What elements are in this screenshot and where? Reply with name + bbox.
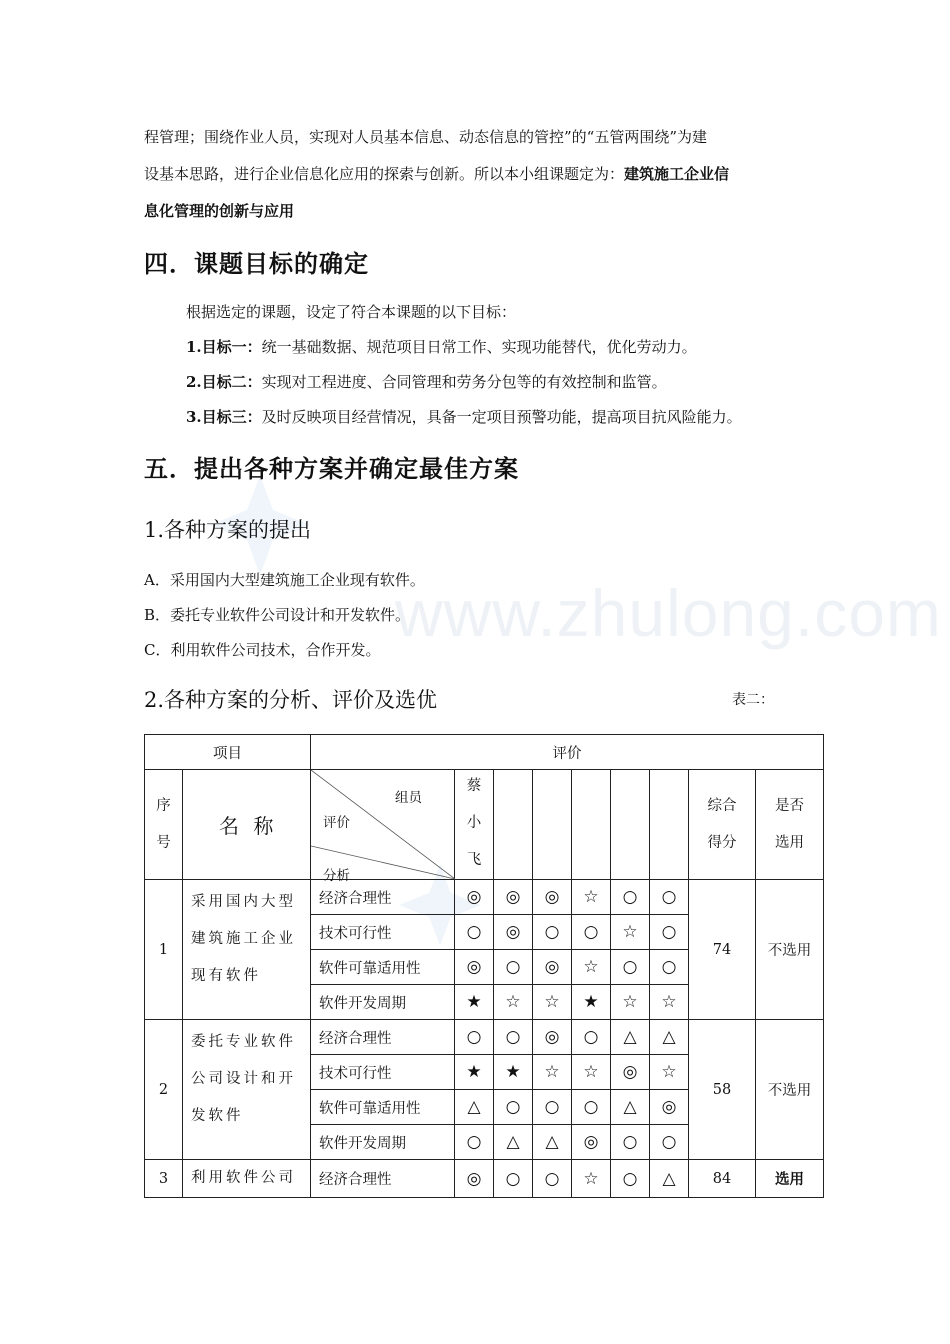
mark-cell: ○ <box>572 1020 611 1055</box>
mark-cell: ○ <box>650 950 689 985</box>
mark-cell: ○ <box>494 1160 533 1198</box>
score-cell: 84 <box>689 1160 756 1198</box>
criterion-cell: 软件开发周期 <box>311 1125 455 1160</box>
mark-cell: △ <box>650 1160 689 1198</box>
intro-topic-bold-cont: 息化管理的创新与应用 <box>144 202 295 220</box>
mark-cell: ★ <box>455 985 494 1020</box>
mark-cell: ◎ <box>455 880 494 915</box>
mark-cell: ☆ <box>611 915 650 950</box>
criterion-cell: 技术可行性 <box>311 1055 455 1090</box>
criterion-cell: 经济合理性 <box>311 1160 455 1198</box>
section4-heading: 四．课题目标的确定 <box>144 249 369 278</box>
mark-cell: ○ <box>533 915 572 950</box>
mark-cell: ◎ <box>455 950 494 985</box>
mark-cell: ◎ <box>494 880 533 915</box>
mark-cell: ★ <box>494 1055 533 1090</box>
mark-cell: ○ <box>494 1090 533 1125</box>
header-evaluation: 评价 <box>311 735 824 770</box>
table-caption: 表二： <box>732 692 774 708</box>
mark-cell: ○ <box>533 1160 572 1198</box>
mark-cell: ○ <box>611 880 650 915</box>
mark-cell: ○ <box>455 1020 494 1055</box>
intro-topic-bold: 建筑施工企业信 <box>624 165 730 183</box>
mark-cell: ○ <box>533 1090 572 1125</box>
mark-cell: △ <box>533 1125 572 1160</box>
member-2 <box>494 770 533 880</box>
member-1: 蔡 小 飞 <box>455 770 494 880</box>
mark-cell: △ <box>455 1090 494 1125</box>
criterion-cell: 技术可行性 <box>311 915 455 950</box>
member-6 <box>650 770 689 880</box>
member-3 <box>533 770 572 880</box>
header-select: 是否 选用 <box>756 770 824 880</box>
option-name-cell: 委托专业软件公司设计和开发软件 <box>183 1020 311 1160</box>
mark-cell: ○ <box>650 915 689 950</box>
intro-line-1: 程管理；围绕作业人员，实现对人员基本信息、动态信息的管控”的“五管两围绕”为建 <box>144 128 708 146</box>
diag-label-analysis: 分析 <box>323 868 350 884</box>
mark-cell: ★ <box>572 985 611 1020</box>
criterion-cell: 软件开发周期 <box>311 985 455 1020</box>
criterion-cell: 经济合理性 <box>311 880 455 915</box>
mark-cell: ○ <box>650 1125 689 1160</box>
select-cell: 不选用 <box>756 1020 824 1160</box>
header-name: 名 称 <box>183 770 311 880</box>
option-name-cell: 利用软件公司 <box>183 1160 311 1198</box>
option-c: C．利用软件公司技术，合作开发。 <box>144 641 381 659</box>
mark-cell: ○ <box>650 880 689 915</box>
mark-cell: ☆ <box>572 950 611 985</box>
subsection-analysis: 2.各种方案的分析、评价及选优 <box>144 688 438 712</box>
mark-cell: ○ <box>572 915 611 950</box>
mark-cell: ☆ <box>533 1055 572 1090</box>
watermark-text: www.zhulong.com <box>395 576 942 650</box>
mark-cell: ☆ <box>533 985 572 1020</box>
mark-cell: ☆ <box>572 880 611 915</box>
mark-cell: ◎ <box>650 1090 689 1125</box>
mark-cell: △ <box>494 1125 533 1160</box>
diag-label-member: 组员 <box>395 790 422 806</box>
mark-cell: ☆ <box>650 1055 689 1090</box>
intro-paragraph <box>144 119 814 230</box>
header-score: 综合 得分 <box>689 770 756 880</box>
mark-cell: ◎ <box>455 1160 494 1198</box>
goal-1: 1.目标一：统一基础数据、规范项目日常工作、实现功能替代，优化劳动力。 <box>186 338 697 356</box>
mark-cell: ◎ <box>611 1055 650 1090</box>
score-cell: 74 <box>689 880 756 1020</box>
evaluation-table <box>144 734 824 1198</box>
mark-cell: ○ <box>611 1125 650 1160</box>
criterion-cell: 经济合理性 <box>311 1020 455 1055</box>
criterion-cell: 软件可靠适用性 <box>311 950 455 985</box>
section5-heading: 五．提出各种方案并确定最佳方案 <box>144 454 519 483</box>
mark-cell: ○ <box>611 1160 650 1198</box>
mark-cell: ○ <box>455 915 494 950</box>
mark-cell: ☆ <box>572 1055 611 1090</box>
seq-cell: 2 <box>145 1020 183 1160</box>
mark-cell: ★ <box>455 1055 494 1090</box>
diagonal-header <box>311 770 455 884</box>
member-4 <box>572 770 611 880</box>
mark-cell: ◎ <box>494 915 533 950</box>
mark-cell: ☆ <box>494 985 533 1020</box>
mark-cell: ◎ <box>533 1020 572 1055</box>
mark-cell: ○ <box>611 950 650 985</box>
mark-cell: ○ <box>494 950 533 985</box>
option-a: A．采用国内大型建筑施工企业现有软件。 <box>144 571 425 589</box>
seq-cell: 1 <box>145 880 183 1020</box>
score-cell: 58 <box>689 1020 756 1160</box>
option-b: B．委托专业软件公司设计和开发软件。 <box>144 606 411 624</box>
mark-cell: ◎ <box>533 950 572 985</box>
goal-2: 2.目标二：实现对工程进度、合同管理和劳务分包等的有效控制和监管。 <box>186 373 667 391</box>
option-name-cell: 采用国内大型建筑施工企业现有软件 <box>183 880 311 1020</box>
subsection-proposals: 1.各种方案的提出 <box>144 518 312 542</box>
goal-3: 3.目标三：及时反映项目经营情况，具备一定项目预警功能，提高项目抗风险能力。 <box>186 408 742 426</box>
mark-cell: ◎ <box>533 880 572 915</box>
mark-cell: ○ <box>455 1125 494 1160</box>
header-seq: 序 号 <box>145 770 183 880</box>
header-row-1 <box>145 735 824 770</box>
seq-cell: 3 <box>145 1160 183 1198</box>
select-cell: 选用 <box>756 1160 824 1198</box>
header-row-2 <box>145 770 824 880</box>
mark-cell: ○ <box>572 1090 611 1125</box>
section4-lead: 根据选定的课题，设定了符合本课题的以下目标： <box>186 303 517 321</box>
mark-cell: ☆ <box>650 985 689 1020</box>
select-cell: 不选用 <box>756 880 824 1020</box>
criterion-cell: 软件可靠适用性 <box>311 1090 455 1125</box>
mark-cell: △ <box>611 1020 650 1055</box>
mark-cell: ○ <box>494 1020 533 1055</box>
mark-cell: ☆ <box>572 1160 611 1198</box>
mark-cell: ☆ <box>611 985 650 1020</box>
diag-label-eval: 评价 <box>323 815 350 831</box>
member-5 <box>611 770 650 880</box>
table-row <box>145 880 824 915</box>
table-row <box>145 1020 824 1055</box>
mark-cell: ◎ <box>572 1125 611 1160</box>
header-item: 项目 <box>145 735 311 770</box>
mark-cell: △ <box>611 1090 650 1125</box>
intro-line-2: 设基本思路，进行企业信息化应用的探索与创新。所以本小组课题定为： <box>144 165 625 183</box>
table-row <box>145 1160 824 1198</box>
mark-cell: △ <box>650 1020 689 1055</box>
